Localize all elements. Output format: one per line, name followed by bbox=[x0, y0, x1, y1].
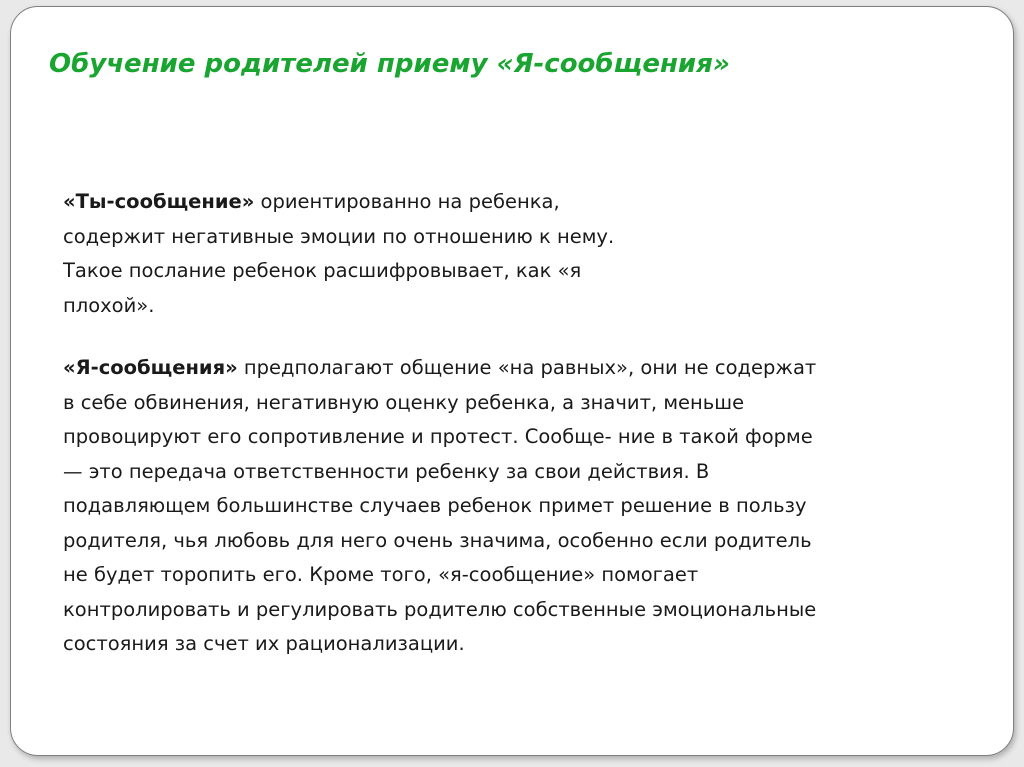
term-ya-message: «Я-сообщения» bbox=[63, 356, 238, 379]
paragraph-ya-message bbox=[63, 351, 963, 662]
text-line: в себе обвинения, негативную оценку ребенка, а значит, меньше bbox=[63, 390, 745, 414]
text-line: Такое послание ребенок расшифровывает, как «я bbox=[63, 259, 582, 282]
text-line: контролировать и регулировать родителю собственные эмоциональные bbox=[63, 597, 817, 621]
slide-body bbox=[63, 185, 963, 690]
text-line: плохой». bbox=[63, 293, 155, 317]
paragraph-ty-message bbox=[63, 185, 963, 323]
term-ty-message: «Ты-сообщение» bbox=[63, 190, 255, 213]
text-line: содержит негативные эмоции по отношению к нему. bbox=[63, 224, 615, 248]
text-line: родителя, чья любовь для него очень значима, особенно если родитель bbox=[63, 528, 812, 552]
text-line: не будет торопить его. Кроме того, «я-сообщение» помогает bbox=[63, 563, 699, 586]
text-line: — это передача ответственности ребенку за свои действия. В bbox=[63, 459, 710, 483]
text-line bbox=[63, 351, 963, 386]
text-line bbox=[63, 185, 963, 220]
text-fragment: ориентированно на ребенка, bbox=[254, 190, 560, 213]
slide-title: Обучение родителей приему «Я-сообщения» bbox=[49, 49, 730, 79]
text-line: провоцируют его сопротивление и протест. Сообще- ние в такой форме bbox=[63, 425, 813, 448]
text-line: подавляющем большинстве случаев ребенок примет решение в пользу bbox=[63, 494, 807, 517]
text-fragment: предполагают общение «на равных», они не содержат bbox=[237, 356, 817, 379]
text-line: состояния за счет их рационализации. bbox=[63, 632, 465, 655]
slide bbox=[10, 6, 1014, 756]
